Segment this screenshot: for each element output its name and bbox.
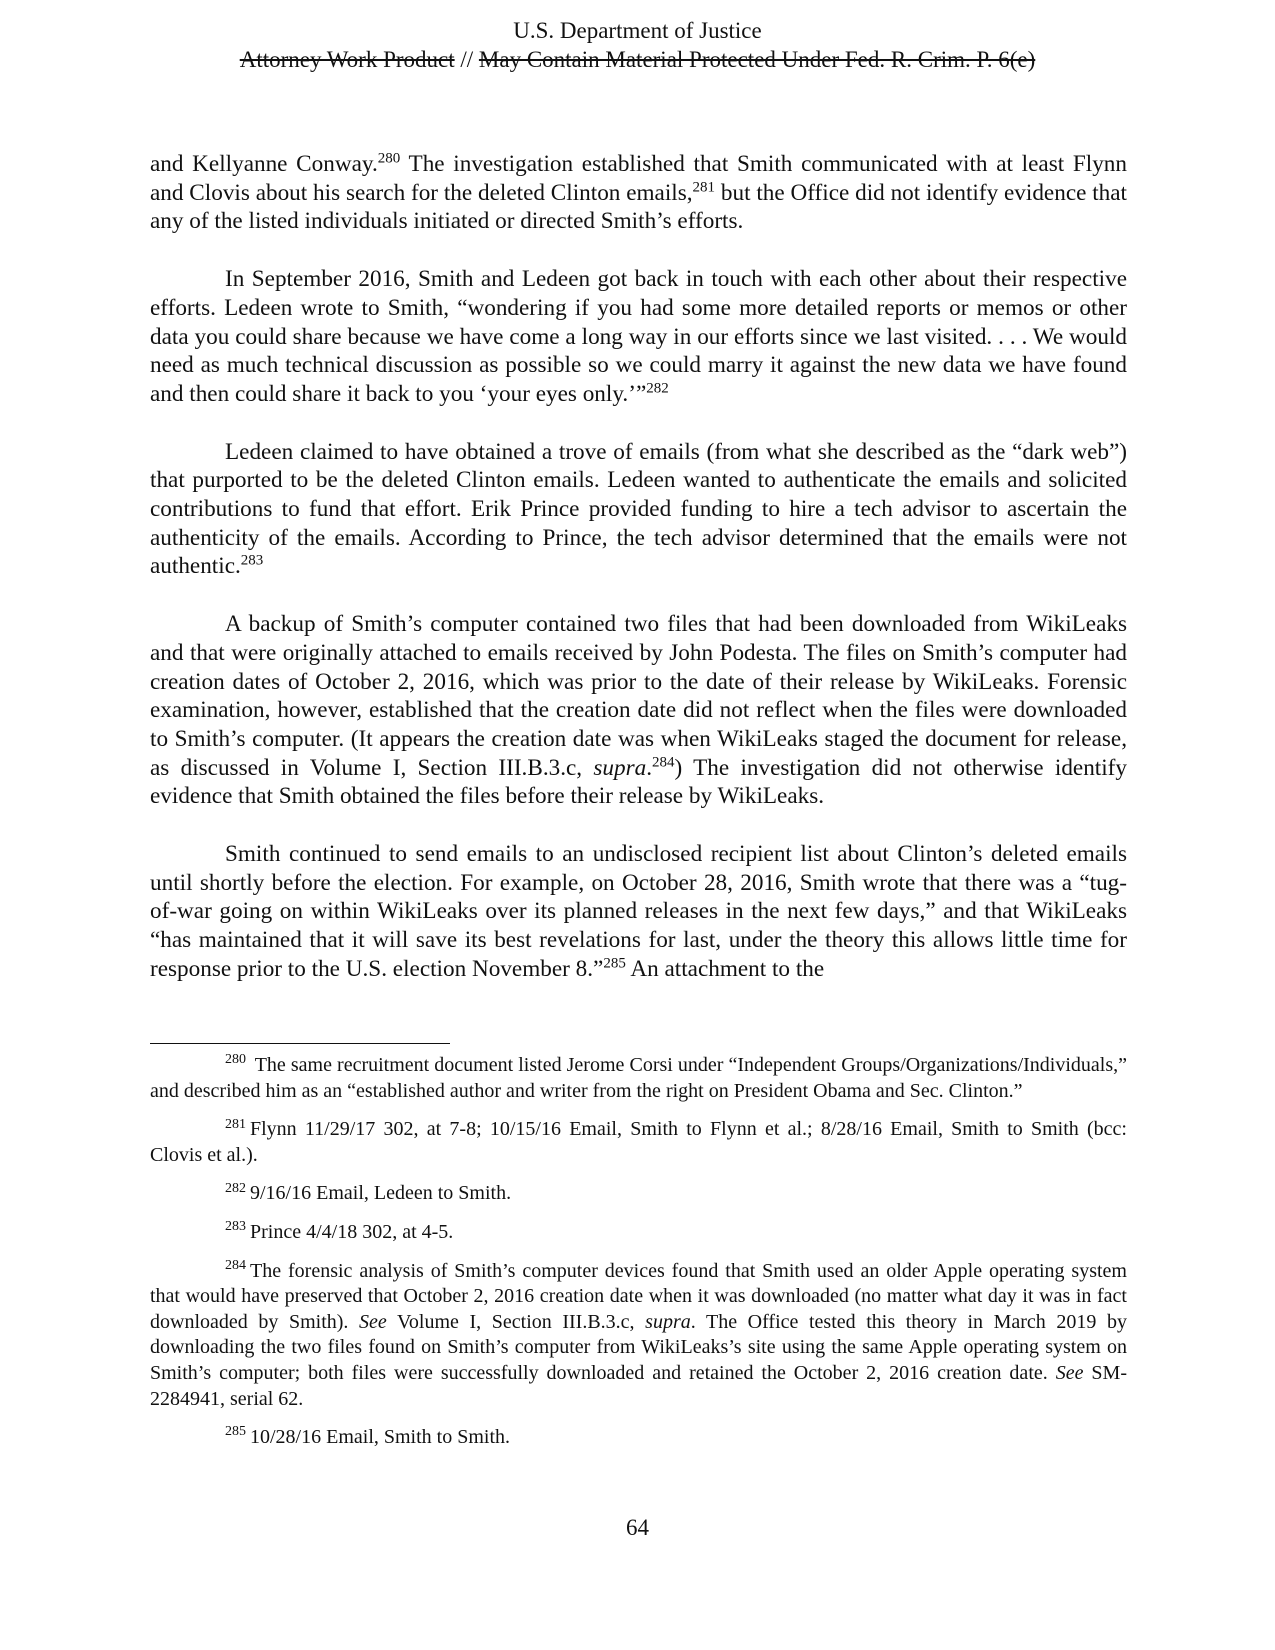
- work-product-marking: Attorney Work Product: [239, 47, 455, 72]
- department-title: U.S. Department of Justice: [513, 18, 762, 43]
- footnote-text: The forensic analysis of Smith’s computer devices found that Smith used an older Apple operating system that would have preserved that October 2, 2016 creation date when it was downloaded (no matter what day it was in fact downloaded by Smith).: [150, 1259, 1127, 1333]
- grand-jury-marking: May Contain Material Protected Under Fed. R. Crim. P. 6(e): [478, 47, 1036, 72]
- footnote-ref: 281: [692, 178, 716, 195]
- footnote-ref: 284: [652, 753, 675, 770]
- italic-citation: supra: [593, 754, 647, 781]
- body-text: [150, 150, 1127, 1013]
- classification-line: [0, 45, 1275, 74]
- footnote-number: 282: [225, 1180, 246, 1196]
- footnote-text: SM-2284941, serial 62.: [150, 1361, 1127, 1410]
- footnote-text: . The Office tested this theory in March 2019 by downloading the two files found on Smith’s computer from WikiLeaks’s site using the same Apple operating system on Smith’s computer; both files were successfully downloaded and retained the October 2, 2016 creation date.: [150, 1310, 1128, 1384]
- footnote-ref: 282: [646, 380, 669, 397]
- footnote-number: 281: [225, 1116, 246, 1132]
- footnote-number: 285: [225, 1424, 246, 1440]
- footnote-text: Volume I, Section III.B.3.c,: [386, 1310, 646, 1333]
- footnote-number: 283: [225, 1219, 246, 1235]
- footnote-number: 284: [225, 1257, 246, 1273]
- footnotes: [150, 1053, 1127, 1464]
- footnote-285: [150, 1425, 1127, 1451]
- italic-supra: supra: [645, 1310, 691, 1333]
- footnote-283: [150, 1220, 1127, 1246]
- paragraph-1: [150, 150, 1127, 236]
- footnote-280: [150, 1053, 1127, 1104]
- footnote-number: 280: [225, 1052, 246, 1068]
- paragraph-text: The investigation established that Smith communicated with at least Flynn and Clovis about his search for the deleted Clinton emails,: [150, 151, 1127, 206]
- page-number: 64: [626, 1515, 649, 1540]
- footnote-text: Flynn 11/29/17 302, at 7-8; 10/15/16 Email, Smith to Flynn et al.; 8/28/16 Email, Smith to Smith (bcc: Clovis et al.).: [150, 1118, 1127, 1166]
- footnote-ref: 280: [377, 150, 401, 167]
- footnote-text: 10/28/16 Email, Smith to Smith.: [250, 1426, 511, 1449]
- paragraph-text: but the Office did not identify evidence that any of the listed individuals initiated or directed Smith’s efforts.: [150, 179, 1128, 235]
- paragraph-4: [150, 610, 1127, 811]
- paragraph-text: and Kellyanne Conway.: [150, 151, 378, 177]
- paragraph-text: .: [646, 754, 653, 781]
- paragraph-2: [150, 265, 1127, 409]
- footnote-separator: [150, 1043, 450, 1044]
- page-header: [0, 16, 1275, 74]
- footnote-284: [150, 1259, 1127, 1413]
- paragraph-text: ) The investigation did not otherwise identify evidence that Smith obtained the files before their release by WikiLeaks.: [150, 754, 1127, 810]
- paragraph-text: In September 2016, Smith and Ledeen got back in touch with each other about their respective efforts. Ledeen wrote to Smith, “wondering if you had some more detailed reports or memos or other data you could share because we have come a long way in our efforts since we last visited. . . . We would need as much technical discussion as possible so we could marry it against the new data we have found and then could share it back to you ‘your eyes only.’”: [150, 266, 1127, 407]
- paragraph-text: Smith continued to send emails to an undisclosed recipient list about Clinton’s deleted emails until shortly before the election. For example, on October 28, 2016, Smith wrote that there was a “tug-of-war going on within WikiLeaks over its planned releases in the next few days,” and that WikiLeaks “has maintained that it will save its best revelations for last, under the theory this allows little time for response prior to the U.S. election November 8.”: [150, 841, 1127, 982]
- paragraph-text: An attachment to the: [625, 955, 825, 982]
- footnote-281: [150, 1117, 1127, 1168]
- italic-see: See: [1055, 1361, 1084, 1384]
- footnote-text: Prince 4/4/18 302, at 4-5.: [250, 1220, 454, 1243]
- footnote-text: 9/16/16 Email, Ledeen to Smith.: [250, 1182, 512, 1205]
- paragraph-3: [150, 438, 1127, 582]
- footnote-282: [150, 1181, 1127, 1207]
- footnote-ref: 283: [240, 552, 264, 569]
- footnote-ref: 285: [603, 955, 626, 972]
- paragraph-text: A backup of Smith’s computer contained two files that had been downloaded from WikiLeaks and that were originally attached to emails received by John Podesta. The files on Smith’s computer had creation dates of October 2, 2016, which was prior to the date of their release by WikiLeaks. Forensic examination, however, established that the creation date did not reflect when the files were downloaded to Smith’s computer. (It appears the creation date was when WikiLeaks staged the document for release, as discussed in Volume I, Section III.B.3.c,: [150, 611, 1127, 781]
- paragraph-text: Ledeen claimed to have obtained a trove of emails (from what she described as the “dark web”) that purported to be the deleted Clinton emails. Ledeen wanted to authenticate the emails and solicited contributions to fund that effort. Erik Prince provided funding to hire a tech advisor to ascertain the authenticity of the emails. According to Prince, the tech advisor determined that the emails were not authentic.: [150, 438, 1127, 580]
- marking-separator: //: [454, 47, 479, 72]
- italic-see: See: [359, 1310, 387, 1333]
- footnote-text: The same recruitment document listed Jerome Corsi under “Independent Groups/Organizations/Individuals,” and described him as an “established author and writer from the right on President Obama and Sec. Clinton.”: [150, 1054, 1127, 1102]
- paragraph-5: [150, 840, 1127, 984]
